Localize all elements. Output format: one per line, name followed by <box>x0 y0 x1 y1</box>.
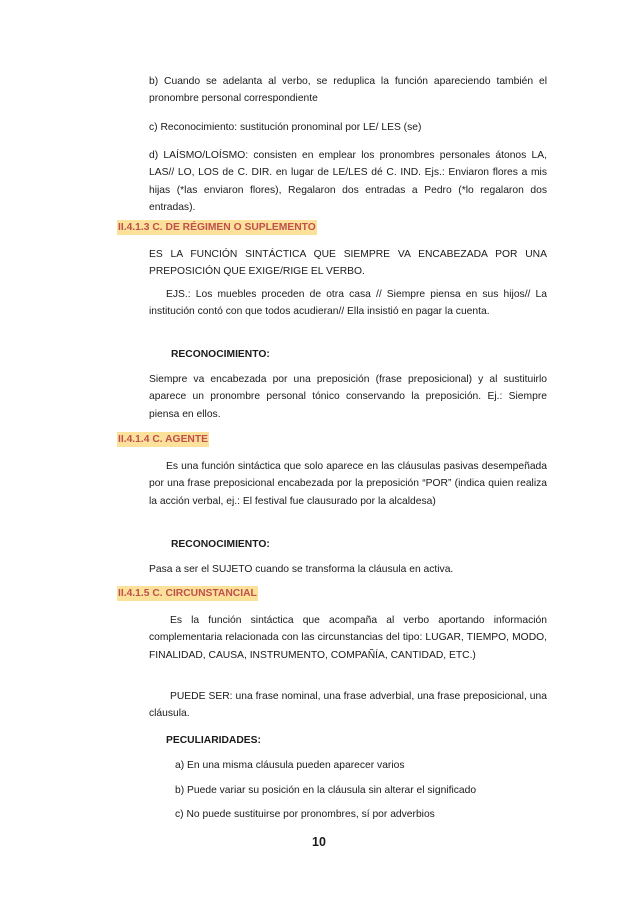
regimen-definition: ES LA FUNCIÓN SINTÁCTICA QUE SIEMPRE VA ENCABEZADA POR UNA PREPOSICIÓN QUE EXIGE/RIGE EL VERBO. <box>149 249 547 278</box>
agente-recognition-text: Pasa a ser el SUJETO cuando se transforma la cláusula en activa. <box>149 564 454 575</box>
heading-circunstancial: II.4.1.5 C. CIRCUNSTANCIAL <box>118 588 257 599</box>
regimen-recognition-text: Siempre va encabezada por una preposición (frase preposicional) y al sustituirlo aparece un pronombre personal tónico conservando la preposición. Ej.: Siempre piensa en ellos. <box>149 374 547 420</box>
peculiarities-label: PECULIARIDADES: <box>166 735 261 746</box>
regimen-recognition-label: RECONOCIMIENTO: <box>171 349 270 360</box>
circunstancial-can-be: PUEDE SER: una frase nominal, una frase adverbial, una frase preposicional, una cláusula. <box>149 691 547 720</box>
circunstancial-definition: Es la función sintáctica que acompaña al verbo aportando información complementaria relacionada con las circunstancias del tipo: LUGAR, TIEMPO, MODO, FINALIDAD, CAUSA, INSTRUMENTO, COMPAÑÍA, CANTIDAD, ETC.) <box>149 615 547 661</box>
heading-agente: II.4.1.4 C. AGENTE <box>118 434 209 445</box>
peculiarity-item: a) En una misma cláusula pueden aparecer varios <box>175 760 405 771</box>
item-c-paragraph: c) Reconocimiento: sustitución pronominal por LE/ LES (se) <box>149 122 422 133</box>
peculiarity-item: b) Puede variar su posición en la cláusula sin alterar el significado <box>175 785 477 796</box>
agente-definition: Es una función sintáctica que solo aparece en las cláusulas pasivas desempeñada por una frase preposicional encabezada por la preposición “POR” (indica quien realiza la acción verbal, ej.: El festival fue clausurado por la alcaldesa) <box>149 461 547 507</box>
item-d-paragraph: d) LAÍSMO/LOÍSMO: consisten en emplear los pronombres personales átonos LA, LAS// LO, LOS de C. DIR. en lugar de LE/LES dé C. IND. Ejs.: Enviaron flores a mis hijas (*las enviaron flores), Regalaron dos entradas a Pedro (*lo regalaron dos entradas). <box>149 150 547 213</box>
page-number: 10 <box>312 835 326 849</box>
heading-regimen: II.4.1.3 C. DE RÉGIMEN O SUPLEMENTO <box>118 222 316 233</box>
agente-recognition-label: RECONOCIMIENTO: <box>171 539 270 550</box>
regimen-examples: EJS.: Los muebles proceden de otra casa // Siempre piensa en sus hijos// La institución contó con que todos acudieran// Ella insistió en pagar la cuenta. <box>149 289 547 318</box>
item-b-paragraph: b) Cuando se adelanta al verbo, se reduplica la función apareciendo también el pronombre personal correspondiente <box>149 76 547 105</box>
peculiarity-item: c) No puede sustituirse por pronombres, sí por adverbios <box>175 809 435 820</box>
